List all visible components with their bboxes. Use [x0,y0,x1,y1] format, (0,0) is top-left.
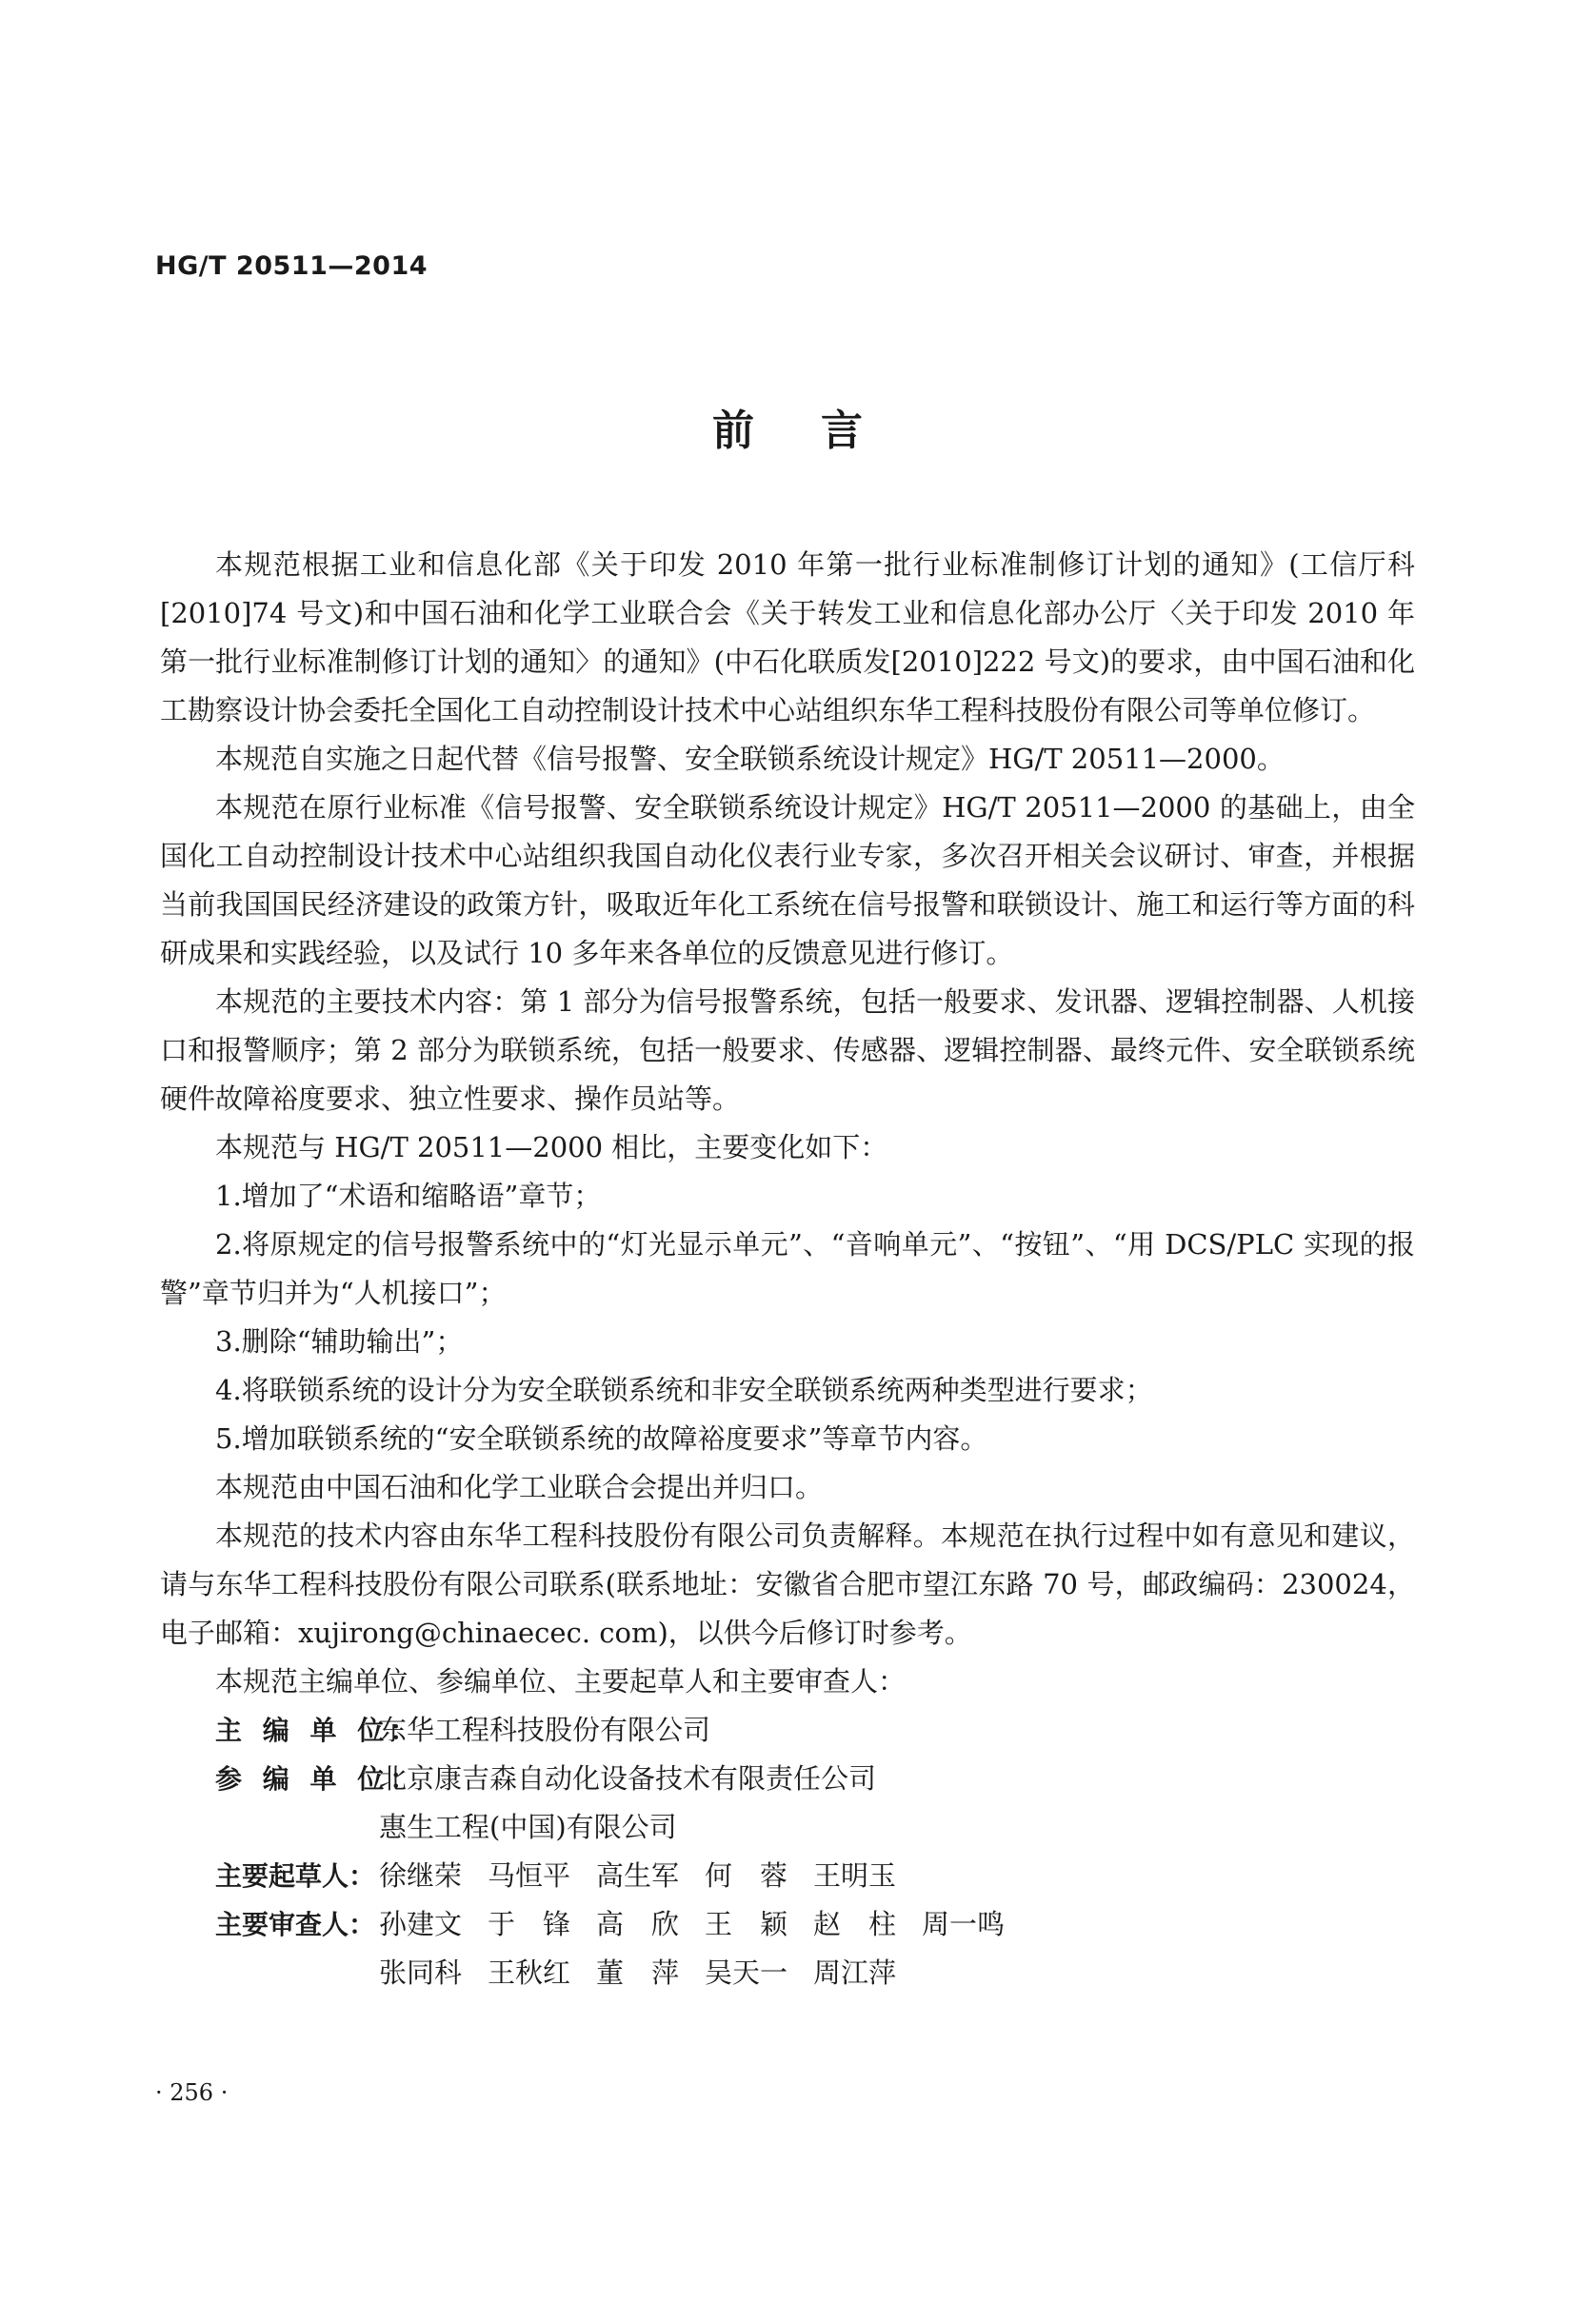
person-name: 赵 柱 [813,1908,897,1940]
list-item: 3.删除“辅助输出”； [215,1325,464,1358]
paragraph: 本规范主编单位、参编单位、主要起草人和主要审查人： [215,1665,907,1698]
drafter-names [379,1852,922,1900]
roster-label: 主要起草人： [215,1860,376,1892]
paragraph: 本规范的技术内容由东华工程科技股份有限公司负责解释。本规范在执行过程中如有意见和建议，请与东华工程科技股份有限公司联系(联系地址：安徽省合肥市望江东路 70 号，邮政编码：230024，电子邮箱：xujirong@chinaecec. com)，以供今后修订时参考。 [160,1520,1415,1649]
roster [160,1706,1415,1997]
person-name: 董 萍 [596,1957,680,1989]
roster-label: 主 编 单 位： [215,1715,423,1746]
person-name: 于 锋 [488,1908,571,1940]
person-name: 张同科 [379,1957,463,1989]
person-name: 徐继荣 [379,1859,463,1892]
roster-row-reviewers [160,1900,1415,1949]
paragraph: 本规范由中国石油和化学工业联合会提出并归口。 [215,1471,824,1503]
person-name: 高 欣 [596,1908,680,1940]
reviewer-names [379,1900,1030,1949]
roster-row-reviewers-cont [160,1949,1415,1997]
participating-unit: 北京康吉森自动化设备技术有限责任公司 [379,1762,877,1795]
person-name: 王 颖 [705,1908,788,1940]
paragraph: 本规范在原行业标准《信号报警、安全联锁系统设计规定》HG/T 20511—2000 的基础上，由全国化工自动控制设计技术中心站组织我国自动化仪表行业专家，多次召开相关会议研讨、审查，并根据当前我国国民经济建设的政策方针，吸取近年化工系统在信号报警和联锁设计、施工和运行等方面的科研成果和实践经验，以及试行 10 多年来各单位的反馈意见进行修订。 [160,791,1415,969]
roster-label: 参 编 单 位： [215,1763,423,1795]
person-name: 王秋红 [488,1957,571,1989]
person-name: 何 蓉 [705,1859,788,1892]
chief-unit: 东华工程科技股份有限公司 [379,1714,711,1746]
person-name: 周江萍 [813,1957,897,1989]
paragraph: 本规范根据工业和信息化部《关于印发 2010 年第一批行业标准制修订计划的通知》(工信厅科[2010]74 号文)和中国石油和化学工业联合会《关于转发工业和信息化部办公厅〈关于印发 2010 年第一批行业标准制修订计划的通知〉的通知》(中石化联质发[2010]222 号文)的要求，由中国石油和化工勘察设计协会委托全国化工自动控制设计技术中心站组织东华工程科技股份有限公司等单位修订。 [160,548,1415,726]
person-name: 王明玉 [813,1859,897,1892]
paragraph: 本规范自实施之日起代替《信号报警、安全联锁系统设计规定》HG/T 20511—2000。 [215,743,1285,775]
roster-label: 主要审查人： [215,1909,376,1940]
roster-row-participating-units-cont [160,1803,1415,1852]
list-item: 2.将原规定的信号报警系统中的“灯光显示单元”、“音响单元”、“按钮”、“用 DCS/PLC 实现的报警”章节归并为“人机接口”； [160,1228,1415,1309]
list-item: 4.将联锁系统的设计分为安全联锁系统和非安全联锁系统两种类型进行要求； [215,1374,1153,1406]
reviewer-names [379,1949,922,1997]
body-text [160,541,1415,1997]
list-item: 5.增加联锁系统的“安全联锁系统的故障裕度要求”等章节内容。 [215,1422,988,1455]
roster-label-spacer [215,1803,379,1852]
roster-row-participating-units [160,1755,1415,1803]
page-title: 前言 [712,407,929,455]
roster-row-drafters [160,1852,1415,1900]
participating-unit: 惠生工程(中国)有限公司 [379,1811,677,1843]
person-name: 高生军 [596,1859,680,1892]
roster-label-spacer [215,1949,379,1997]
list-item: 1.增加了“术语和缩略语”章节； [215,1180,602,1212]
roster-row-chief-unit [160,1706,1415,1755]
page-number: · 256 · [155,2079,229,2106]
paragraph: 本规范与 HG/T 20511—2000 相比，主要变化如下： [215,1131,888,1163]
paragraph: 本规范的主要技术内容：第 1 部分为信号报警系统，包括一般要求、发讯器、逻辑控制器、人机接口和报警顺序；第 2 部分为联锁系统，包括一般要求、传感器、逻辑控制器、最终元件、安全联锁系统硬件故障裕度要求、独立性要求、操作员站等。 [160,985,1415,1115]
person-name: 吴天一 [705,1957,788,1989]
standard-code: HG/T 20511—2014 [155,251,429,281]
person-name: 马恒平 [488,1859,571,1892]
person-name: 孙建文 [379,1908,463,1940]
person-name: 周一鸣 [922,1908,1006,1940]
